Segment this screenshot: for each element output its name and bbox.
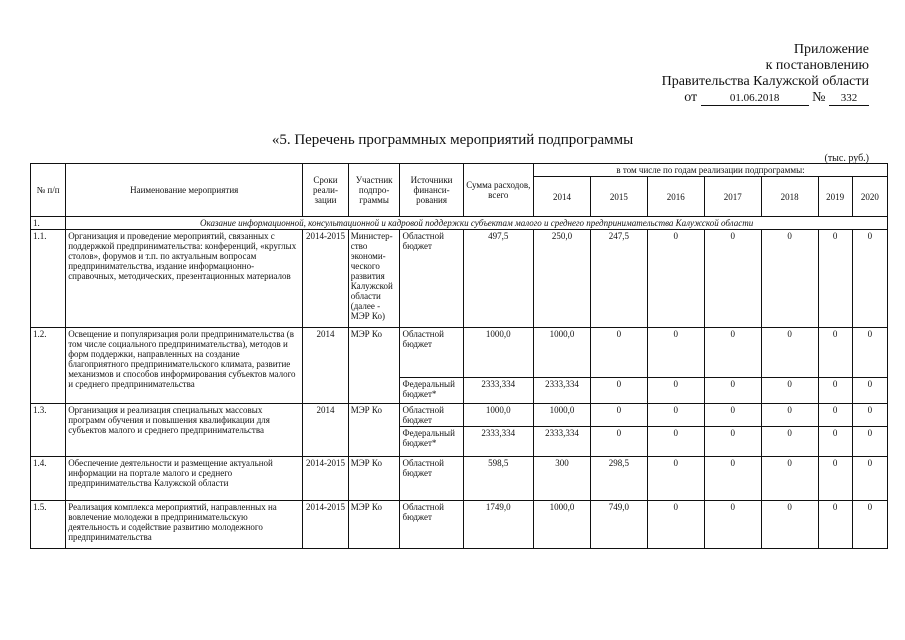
year-cell: 0 xyxy=(852,328,887,378)
participant-cell: МЭР Ко xyxy=(348,328,400,404)
table-row xyxy=(31,230,888,328)
year-cell: 0 xyxy=(761,378,818,404)
year-cell: 0 xyxy=(704,501,761,549)
year-cell: 0 xyxy=(852,427,887,457)
source-cell: Областной бюджет xyxy=(400,501,463,549)
table-row xyxy=(31,457,888,501)
year-cell: 0 xyxy=(590,427,647,457)
row-number: 1.1. xyxy=(31,230,66,328)
order-date: 01.06.2018 xyxy=(701,92,809,106)
measure-name: Реализация комплекса мероприятий, направленных на вовлечение молодежи в предпринимательскую деятельность и содействие развитию молодежного предпринимательства xyxy=(66,501,303,549)
year-cell: 0 xyxy=(761,501,818,549)
total-cell: 2333,334 xyxy=(463,427,533,457)
unit-label: (тыс. руб.) xyxy=(824,153,869,164)
year-cell: 0 xyxy=(704,378,761,404)
year-cell: 0 xyxy=(647,501,704,549)
row-number: 1.4. xyxy=(31,457,66,501)
year-cell: 2333,334 xyxy=(533,427,590,457)
year-cell: 0 xyxy=(818,457,852,501)
year-cell: 250,0 xyxy=(533,230,590,328)
section-title: Оказание информационной, консультационной и кадровой поддержки субъектам малого и среднего предпринимательства Калужской области xyxy=(66,217,888,230)
year-cell: 0 xyxy=(818,378,852,404)
row-number: 1.3. xyxy=(31,404,66,457)
source-cell: Областной бюджет xyxy=(400,457,463,501)
col-header-year: 2014 xyxy=(533,177,590,217)
year-cell: 247,5 xyxy=(590,230,647,328)
year-cell: 749,0 xyxy=(590,501,647,549)
year-cell: 0 xyxy=(852,404,887,427)
col-header-years-group: в том числе по годам реализации подпрограммы: xyxy=(533,164,887,177)
row-number: 1.5. xyxy=(31,501,66,549)
year-cell: 0 xyxy=(704,328,761,378)
year-cell: 0 xyxy=(852,501,887,549)
participant-cell: МЭР Ко xyxy=(348,404,400,457)
terms-cell: 2014-2015 xyxy=(303,230,349,328)
section-number: 1. xyxy=(31,217,66,230)
number-label: № xyxy=(812,90,826,105)
order-line xyxy=(662,90,869,106)
year-cell: 0 xyxy=(704,427,761,457)
measure-name: Организация и реализация специальных массовых программ обучения и повышения квалификации для субъектов малого и среднего предпринимательства xyxy=(66,404,303,457)
order-number: 332 xyxy=(829,92,869,106)
year-cell: 0 xyxy=(761,328,818,378)
measure-name: Организация и проведение мероприятий, связанных с поддержкой предпринимательства: конференций, «круглых столов», форумов и т.п. по актуальным вопросам предпринимательства, издание информационно-справочных, методических, презентационных материалов xyxy=(66,230,303,328)
measure-name: Обеспечение деятельности и размещение актуальной информации на портале малого и среднего предпринимательства Калужской области xyxy=(66,457,303,501)
year-cell: 0 xyxy=(852,457,887,501)
year-cell: 0 xyxy=(761,457,818,501)
appendix-label: Приложение xyxy=(793,42,869,57)
terms-cell: 2014-2015 xyxy=(303,457,349,501)
document-title: «5. Перечень программных мероприятий подпрограммы xyxy=(271,132,634,148)
total-cell: 1000,0 xyxy=(463,404,533,427)
total-cell: 598,5 xyxy=(463,457,533,501)
year-cell: 0 xyxy=(647,457,704,501)
year-cell: 0 xyxy=(761,427,818,457)
row-number: 1.2. xyxy=(31,328,66,404)
source-cell: Областной бюджет xyxy=(400,230,463,328)
year-cell: 0 xyxy=(852,378,887,404)
col-header-terms: Сроки реали-зации xyxy=(303,164,349,217)
year-cell: 0 xyxy=(647,404,704,427)
year-cell: 0 xyxy=(704,404,761,427)
terms-cell: 2014-2015 xyxy=(303,501,349,549)
from-label: от xyxy=(684,90,698,105)
year-cell: 0 xyxy=(647,230,704,328)
col-header-num: № п/п xyxy=(31,164,66,217)
col-header-participant: Участник подпро-граммы xyxy=(348,164,400,217)
document-header xyxy=(662,42,869,106)
year-cell: 0 xyxy=(647,427,704,457)
measure-name: Освещение и популяризация роли предпринимательства (в том числе социального предпринимательства), методов и форм поддержки, направленных на создание благоприятного предпринимательского климата, развитие механизмов и способов информирования субъектов малого и среднего предпринимательства xyxy=(66,328,303,404)
year-cell: 0 xyxy=(647,328,704,378)
year-cell: 0 xyxy=(852,230,887,328)
year-cell: 0 xyxy=(818,501,852,549)
table-row xyxy=(31,328,888,378)
total-cell: 1000,0 xyxy=(463,328,533,378)
source-cell: Федеральный бюджет* xyxy=(400,378,463,404)
total-cell: 1749,0 xyxy=(463,501,533,549)
total-cell: 2333,334 xyxy=(463,378,533,404)
year-cell: 0 xyxy=(818,328,852,378)
source-cell: Областной бюджет xyxy=(400,404,463,427)
resolution-label: к постановлению xyxy=(765,58,869,73)
year-cell: 0 xyxy=(704,230,761,328)
col-header-year: 2018 xyxy=(761,177,818,217)
year-cell: 1000,0 xyxy=(533,404,590,427)
total-cell: 497,5 xyxy=(463,230,533,328)
source-cell: Областной бюджет xyxy=(400,328,463,378)
year-cell: 0 xyxy=(590,328,647,378)
col-header-sources: Источники финанси-рования xyxy=(400,164,463,217)
year-cell: 1000,0 xyxy=(533,328,590,378)
year-cell: 0 xyxy=(761,404,818,427)
participant-cell: Министер-ство экономи-ческого развития Калужской области (далее - МЭР Ко) xyxy=(348,230,400,328)
year-cell: 0 xyxy=(647,378,704,404)
col-header-year: 2017 xyxy=(704,177,761,217)
terms-cell: 2014 xyxy=(303,328,349,404)
col-header-year: 2019 xyxy=(818,177,852,217)
year-cell: 0 xyxy=(818,230,852,328)
col-header-year: 2020 xyxy=(852,177,887,217)
year-cell: 0 xyxy=(818,427,852,457)
year-cell: 0 xyxy=(704,457,761,501)
section-row xyxy=(31,217,888,230)
col-header-name: Наименование мероприятия xyxy=(66,164,303,217)
col-header-year: 2016 xyxy=(647,177,704,217)
table-row xyxy=(31,501,888,549)
source-cell: Федеральный бюджет* xyxy=(400,427,463,457)
year-cell: 300 xyxy=(533,457,590,501)
participant-cell: МЭР Ко xyxy=(348,501,400,549)
year-cell: 0 xyxy=(761,230,818,328)
year-cell: 2333,334 xyxy=(533,378,590,404)
year-cell: 1000,0 xyxy=(533,501,590,549)
government-label: Правительства Калужской области xyxy=(661,74,869,89)
terms-cell: 2014 xyxy=(303,404,349,457)
table-row xyxy=(31,404,888,427)
measures-table xyxy=(30,163,888,549)
participant-cell: МЭР Ко xyxy=(348,457,400,501)
col-header-year: 2015 xyxy=(590,177,647,217)
col-header-total: Сумма расходов, всего xyxy=(463,164,533,217)
year-cell: 0 xyxy=(590,404,647,427)
year-cell: 298,5 xyxy=(590,457,647,501)
year-cell: 0 xyxy=(818,404,852,427)
year-cell: 0 xyxy=(590,378,647,404)
